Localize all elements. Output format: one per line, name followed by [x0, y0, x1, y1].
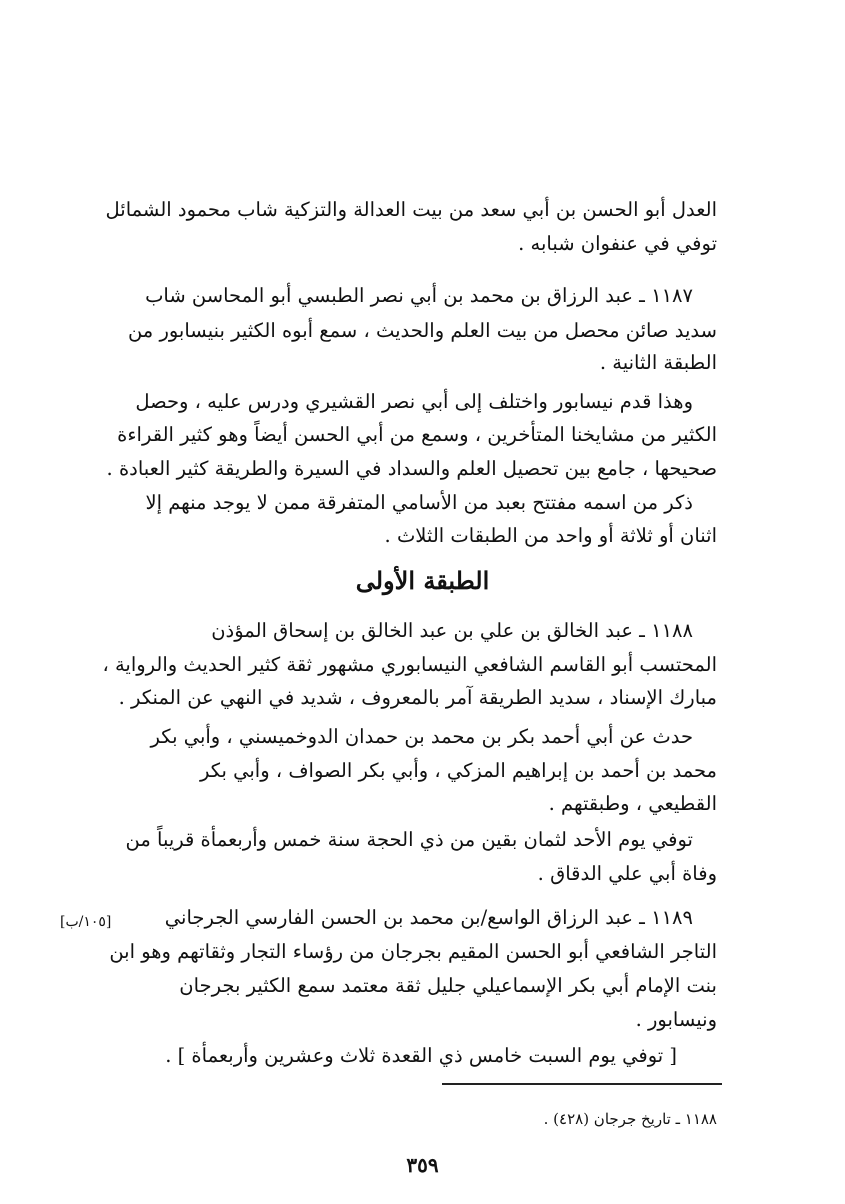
text-line: وفاة أبي علي الدقاق . [537, 862, 717, 885]
page-number: ٣٥٩ [406, 1153, 439, 1177]
entry-1187-line: ١١٨٧ ـ عبد الرزاق بن محمد بن أبي نصر الطبسي أبو المحاسن شاب [145, 284, 693, 307]
text-line: ونيسابور . [635, 1008, 717, 1031]
text-line: [ توفي يوم السبت خامس ذي القعدة ثلاث وعشرين وأربعمأة ] . [165, 1044, 677, 1067]
text-line: حدث عن أبي أحمد بكر بن محمد بن حمدان الدوخميسني ، وأبي بكر [150, 725, 693, 748]
section-heading: الطبقة الأولى [355, 566, 490, 595]
footnote: ١١٨٨ ـ تاريخ جرجان (٤٢٨) . [543, 1110, 717, 1128]
text-line: صحيحها ، جامع بين تحصيل العلم والسداد في السيرة والطريقة كثير العبادة . [106, 457, 717, 480]
text-line: التاجر الشافعي أبو الحسن المقيم بجرجان من رؤساء التجار وثقاتهم وهو ابن [109, 940, 717, 963]
text-line: المحتسب أبو القاسم الشافعي النيسابوري مشهور ثقة كثير الحديث والرواية ، [102, 653, 717, 676]
text-line: العدل أبو الحسن بن أبي سعد من بيت العدالة والتزكية شاب محمود الشمائل [105, 198, 717, 221]
entry-1189-line: ١١٨٩ ـ عبد الرزاق الواسع/بن محمد بن الحسن الفارسي الجرجاني [164, 906, 693, 929]
text-line: اثنان أو ثلاثة أو واحد من الطبقات الثلاث . [384, 524, 717, 547]
footnote-divider [442, 1083, 722, 1085]
text-line: القطيعي ، وطبقتهم . [548, 792, 717, 815]
text-line: ذكر من اسمه مفتتح بعبد من الأسامي المتفرقة ممن لا يوجد منهم إلا [145, 491, 693, 514]
entry-1188-line: ١١٨٨ ـ عبد الخالق بن علي بن عبد الخالق بن إسحاق المؤذن [211, 619, 693, 642]
text-line: سديد صائن محصل من بيت العلم والحديث ، سمع أبوه الكثير بنيسابور من [127, 319, 717, 342]
text-line: محمد بن أحمد بن إبراهيم المزكي ، وأبي بكر الصواف ، وأبي بكر [199, 759, 717, 782]
text-line: بنت الإمام أبي بكر الإسماعيلي جليل ثقة معتمد سمع الكثير بجرجان [179, 974, 717, 997]
text-line: توفي يوم الأحد لثمان بقين من ذي الحجة سنة خمس وأربعمأة قريباً من [125, 828, 693, 851]
text-line: وهذا قدم نيسابور واختلف إلى أبي نصر القشيري ودرس عليه ، وحصل [135, 390, 693, 413]
text-line: توفي في عنفوان شبابه . [518, 232, 717, 255]
text-line: الطبقة الثانية . [599, 351, 717, 374]
text-line: مبارك الإسناد ، سديد الطريقة آمر بالمعروف ، شديد في النهي عن المنكر . [118, 686, 717, 709]
text-line: الكثير من مشايخنا المتأخرين ، وسمع من أبي الحسن أيضاً وهو كثير القراءة [117, 423, 717, 446]
manuscript-folio-ref: [١٠٥/ب] [60, 914, 112, 930]
